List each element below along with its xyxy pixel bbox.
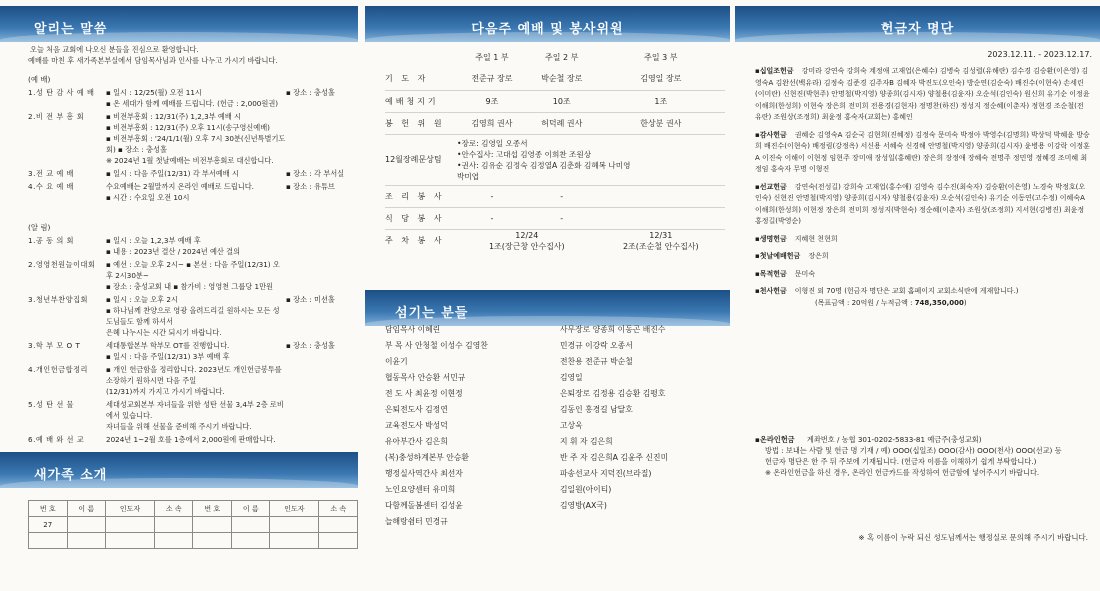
newfamily-title: 새가족 소개 [34,468,108,483]
server-line: 김영방(AX국) [560,501,607,510]
table-cell [270,533,319,549]
service-table [385,46,725,252]
donor-group-label: ▪십일조헌금 [755,67,794,75]
item-line: ▪ 비전부흥회 : 12/31(주) 1,2,3부 예배 시 [106,112,242,121]
item-body [106,111,286,166]
item-line: ▪ 시간 : 수요일 오전 10시 [106,193,190,202]
item-location: ▪ 장소 : 충성홀 [286,88,335,97]
service-banner [365,6,730,42]
column-header: 이 름 [67,501,106,517]
donor-names: 강연숙(전성길) 강희숙 고재업(홍수애) 김영숙 김수진(최숙자) 김승환(이은영) 노경숙 박정호(오인숙) 신현진 안명철(박지영) 양종희(김시자) 양철용(김윤자) 오순석(김인숙) 유기순 이동연(고수정) 이혜숙A 이해희(한성희) 이현정 장은희 전미희 정성지(박현숙) 정순혜(이춘자) 조원상(조정희) 지서현(김병진) 최윤정 홍정길(박영순) [755,182,1086,225]
list-item [28,235,358,257]
item-line: ▪ 비전부흥회 : '24/1/1(월) 오후 7시 30분(신년특별기도회) ▪ 장소 : 충성홀 [106,134,286,154]
item-line: 은혜 나누시는 시간 되시기 바랍니다. [106,328,222,337]
table-cell [193,517,232,533]
donor-list [755,66,1090,315]
item-line: ▪ 내용 : 2023년 결산 / 2024년 예산 결의 [106,247,241,256]
column-header: 소 속 [319,501,358,517]
item-body [106,181,286,203]
item-body [106,168,286,179]
item-line: ▪ 하나님께 찬양으로 영광 올려드리길 원하시는 모든 성도님들도 함께 하셔서 [106,306,280,326]
list-item [28,294,358,338]
item-location [286,111,358,166]
column-header: 번 호 [29,501,68,517]
server-line: 사무장로 양종희 이동곤 배진수 [560,325,666,334]
item-label: 1.공 동 의 회 [28,236,74,245]
service-title: 다음주 예배 및 봉사위원 [471,22,624,37]
item-line: ▪ 비전부흥회 : 12/31(주) 오후 11시(송구영신예배) [106,123,270,132]
item-label: 4.개인헌금합정리 [28,365,88,374]
announcements-title: 알리는 말씀 [34,22,108,37]
column-header: 번 호 [193,501,232,517]
servers-title: 섬기는 분들 [395,306,469,321]
table-cell [193,533,232,549]
donor-group [755,269,1090,281]
item-body [106,259,286,292]
donor-group [755,251,1090,263]
server-line: 협동목사 안승환 서민규 [385,373,466,382]
list-item [28,434,358,445]
table-cell [319,517,358,533]
server-line: 담임목사 이혜린 [385,325,441,334]
announcements-banner [0,6,358,42]
table-cell [106,517,155,533]
donor-names: 지혜현 천현희 [794,234,838,243]
donor-group-label: ▪선교헌금 [755,182,787,191]
item-line: 세대성교회본부 자녀들을 위한 성탄 선물 3,4부 2층 로비에서 있습니다. [106,400,284,420]
donor-names: 권혜순 김영숙A 김순국 김현희(진혜정) 김정숙 문미숙 박정아 박영수(김명희) 박상덕 박혜윤 방승희 배진수(이현숙) 배정림(강정옥) 서신용 서혜숙 신경해 안명철(박지영) 양종희(김시자) 윤병용 이강락 이정훈A 이진숙 이해이 이현정 임현주 장미애 장성일(홍혜란) 장은희 장정애 장혜숙 전명주 정민영 정혜경 조미혜 최정임 홍숙자 무명 이형진 [755,130,1090,173]
column-header: 소 속 [154,501,193,517]
server-line: 은퇴전도사 김정연 [385,405,448,414]
notice-heading: (알 림) [28,223,51,232]
donor-group-label: ▪목적헌금 [755,269,787,278]
parking-row: 주 차 봉 사 12/24 1조(장근창 안수집사) 12/31 2조(조순철 안수집사) [385,230,699,251]
newfamily-banner [0,452,358,488]
item-location [286,434,358,445]
item-location: ▪ 장소 : 충성홀 [286,341,335,350]
donor-names: 장은희 [808,252,829,260]
servers-banner [365,290,730,326]
server-line: 은퇴장로 김정용 김승환 김평호 [560,389,666,398]
funeral-team-row: 12월장례문상팀 •장로: 김영일 오종서 •안수집사: 고대섭 김영종 이희찬 조원상 •권사: 김유순 김정숙 김정열A 김춘화 김혜복 나미영 박미엽 [385,134,725,185]
table-cell [67,517,106,533]
table-cell [154,517,193,533]
item-line: ▪ 장소 : 충성교회 내 ▪ 참가비 : 영영천 그룹당 1만원 [106,282,273,291]
server-line: 반 주 자 김은희A 김윤주 신진미 [560,453,669,462]
item-label: 3.청년부찬양집회 [28,295,88,304]
date-range: 2023.12.11. - 2023.12.17. [987,50,1092,59]
table-cell [231,533,270,549]
newfamily-table [28,500,358,549]
item-line: ▪ 온 세대가 함께 예배를 드립니다. (헌금 : 2,000원권) [106,99,279,108]
donor-group [755,182,1090,228]
item-location: ▪ 장소 : 미션홀 [286,295,335,304]
angel-summary-label: (목표금액 : 20억원 / 누적금액 : [815,298,915,307]
item-line: ▪ 일시 : 다음 주일(12/31) 각 부서예배 시 [106,169,239,178]
column-header: 인도자 [106,501,155,517]
worship-heading: (예 배) [28,75,51,84]
item-line: 세대통합본부 학부모 OT를 진행합니다. [106,341,230,350]
server-line: 고상욱 [560,421,583,430]
list-item [28,181,358,203]
intro-text: 오늘 처음 교회에 나오신 분들을 진심으로 환영합니다. 예배를 마친 후 새가족본부실에서 담임목사님과 인사를 나누고 가시기 바랍니다. [28,45,278,65]
server-line: 늘해랑쉼터 민경규 [385,517,448,526]
item-location [286,235,358,257]
server-line: 유아부간사 김은희 [385,437,448,446]
table-cell [106,533,155,549]
donor-group [755,130,1090,176]
table-cell: 27 [29,517,68,533]
table-cell [67,533,106,549]
table-row [29,517,358,533]
offering-title: 헌금자 명단 [880,22,955,37]
table-row: 식 당 봉 사 - - [385,207,725,229]
angel-amount: 748,350,000 [914,298,964,307]
donor-group-label: ▪천사헌금 [755,287,787,295]
table-row: 조 리 봉 사 - - [385,185,725,207]
list-item [28,399,358,432]
item-line: ▪ 예선 : 오늘 오후 2시~ ▪ 본선 : 다음 주일(12/31) 오후 2시30분~ [106,260,280,280]
item-body [106,399,286,432]
item-label: 2.비 전 부 흥 회 [28,112,85,121]
item-location: ▪ 장소 : 각 부서실 [286,169,345,178]
donor-group-label: ▪생명헌금 [755,234,787,243]
angel-summary [755,298,1090,310]
item-body [106,364,286,397]
column-header: 이 름 [231,501,270,517]
item-label: 4.수 요 예 배 [28,182,74,191]
server-line: 김영일 [560,373,583,382]
item-line: 자녀들을 위해 선물을 준비해 주시기 바랍니다. [106,422,252,431]
worship-section [28,74,358,205]
table-row [29,533,358,549]
donor-group-label: ▪감사헌금 [755,130,787,139]
server-line: 다함께돌봄센터 김성윤 [385,501,463,510]
item-body [106,294,286,338]
server-line: 전찬용 전준규 박순철 [560,357,633,366]
list-item [28,364,358,397]
server-line: 이윤기 [385,357,408,366]
server-line: 노인요양센터 유미희 [385,485,456,494]
notice-section [28,222,358,447]
item-line: ▪ 일시 : 다음 주일(12/31) 3부 예배 후 [106,352,230,361]
item-line: 수요예배는 2월말까지 온라인 예배로 드립니다. [106,182,254,191]
server-line: 전 도 사 최윤정 이현정 [385,389,463,398]
item-line: (12/31)까지 가지고 가시기 바랍니다. [106,387,225,396]
item-location [286,364,358,397]
server-line: 부 목 사 안청철 이성수 김영찬 [385,341,488,350]
newfamily-header-row [29,501,358,517]
offering-column [735,0,1100,591]
item-label: 6.예 배 와 선 교 [28,435,85,444]
table-row: 봉 헌 위 원 김영희 권사 허덕례 권사 한상분 권사 [385,112,725,134]
item-label: 5.성 탄 선 물 [28,400,74,409]
table-row: 예배청지기 9조 10조 1조 [385,90,725,112]
server-line: 교육전도사 박성덕 [385,421,448,430]
donor-group-label: ▪첫날예배헌금 [755,252,801,260]
donor-group [755,66,1090,124]
item-label: 3.전 교 예 배 [28,169,74,178]
server-line: 김동인 홍경길 남달호 [560,405,633,414]
server-line: 지 휘 자 김은희 [560,437,613,446]
item-label: 1.성 탄 감 사 예 배 [28,88,95,97]
item-line: ※ 2024년 1월 첫날예배는 비전부흥회로 대신합니다. [106,156,274,165]
angel-summary-close: ) [963,298,967,307]
item-body [106,434,286,445]
server-line: 민경규 이강락 오종서 [560,341,633,350]
offering-banner [735,6,1100,42]
item-line: ▪ 개인 헌금함을 정리합니다. 2023년도 개인헌금봉투를 소장하기 원하시면 다음 주일 [106,365,282,385]
item-line: ▪ 일시 : 12/25(월) 오전 11시 [106,88,202,97]
item-body [106,340,286,362]
item-label: 3.학 부 모 O T [28,341,81,350]
item-location: ▪ 장소 : 유튜브 [286,182,335,191]
missing-name-note: ※ 혹 이름이 누락 되신 성도님께서는 행정실로 문의해 주시기 바랍니다. [858,533,1088,542]
table-cell [154,533,193,549]
item-label: 2.영영천원늘이대회 [28,260,96,269]
list-item [28,87,358,109]
table-cell [319,533,358,549]
table-cell [231,517,270,533]
list-item [28,168,358,179]
online-offering: ▪온라인헌금 계좌번호 / 농협 301-0202-5833-81 예금주(충성교회) 방법 : 보내는 사람 및 헌금 명 기재 / 예) OOO(십일조) OOO(감사) OOO(천사) OOO(선교) 등 헌금자 명단은 한 주 뒤 주보에 기재됩니다. (헌금자 이름을 이해하기 쉽게 부탁합니다.) ※ 온라인헌금을 하신 경우, 온라인 헌금카드를 작성하여 헌금함에 넣어주시기 바랍니다. [755,435,1062,477]
table-row: 기 도 자 전준규 장로 박순철 장로 김영일 장로 [385,68,725,90]
service-header-row: 주일 1 부 주일 2 부 주일 3 부 [475,52,678,62]
donor-names: 강미라 강연숙 강희숙 계정애 고재업(은혜수) 김병숙 김성렬(유해란) 김수경 김승환(이은영) 김영숙A 김완선(백유라) 김정숙 김준경 김주자B 김혜자 박진도(오인숙) 방순연(김순숙) 배진수(이현숙) 손세린(이미란) 신현진(박현주) 안명철(박지영) 양종희(김시자) 양철용(김윤자) 오순석(김인숙) 원신희 유기순 이정윤 이해희(한성희) 이현숙 장은희 전미희 전용경(김현자) 정명찬(하진) 정성지 정순혜(이춘자) 정현경 조순철(전유란) 조원상(조정희) 최윤정 홍숙자(교회는) 홍혜인 [755,67,1090,121]
item-line: ▪ 일시 : 오늘 1,2,3부 예배 후 [106,236,201,245]
donor-group [755,234,1090,246]
service-column [365,0,730,591]
item-line: ▪ 일시 : 오늘 오후 2시 [106,295,178,304]
donor-group [755,286,1090,309]
server-line: (복)충성하계본부 안승환 [385,453,469,462]
list-item [28,259,358,292]
donor-names: 문미숙 [794,269,816,278]
item-location [286,259,358,292]
column-header: 인도자 [270,501,319,517]
server-line: 김일원(아이티) [560,485,612,494]
list-item [28,340,358,362]
donor-names: 이형진 외 70명 (헌금자 명단은 교회 홈페이지 교회소식란에 게재합니다.) [794,287,1019,295]
item-line: 2024년 1~2월 호를 1층에서 2,000원에 판매합니다. [106,435,276,444]
item-body [106,235,286,257]
list-item [28,111,358,166]
announcements-column [0,0,365,591]
table-cell [29,533,68,549]
server-line: 행정실사역간사 최선자 [385,469,463,478]
item-location [286,399,358,432]
item-body [106,87,286,109]
server-line: 파송선교사 지덕진(브라질) [560,469,652,478]
table-cell [270,517,319,533]
